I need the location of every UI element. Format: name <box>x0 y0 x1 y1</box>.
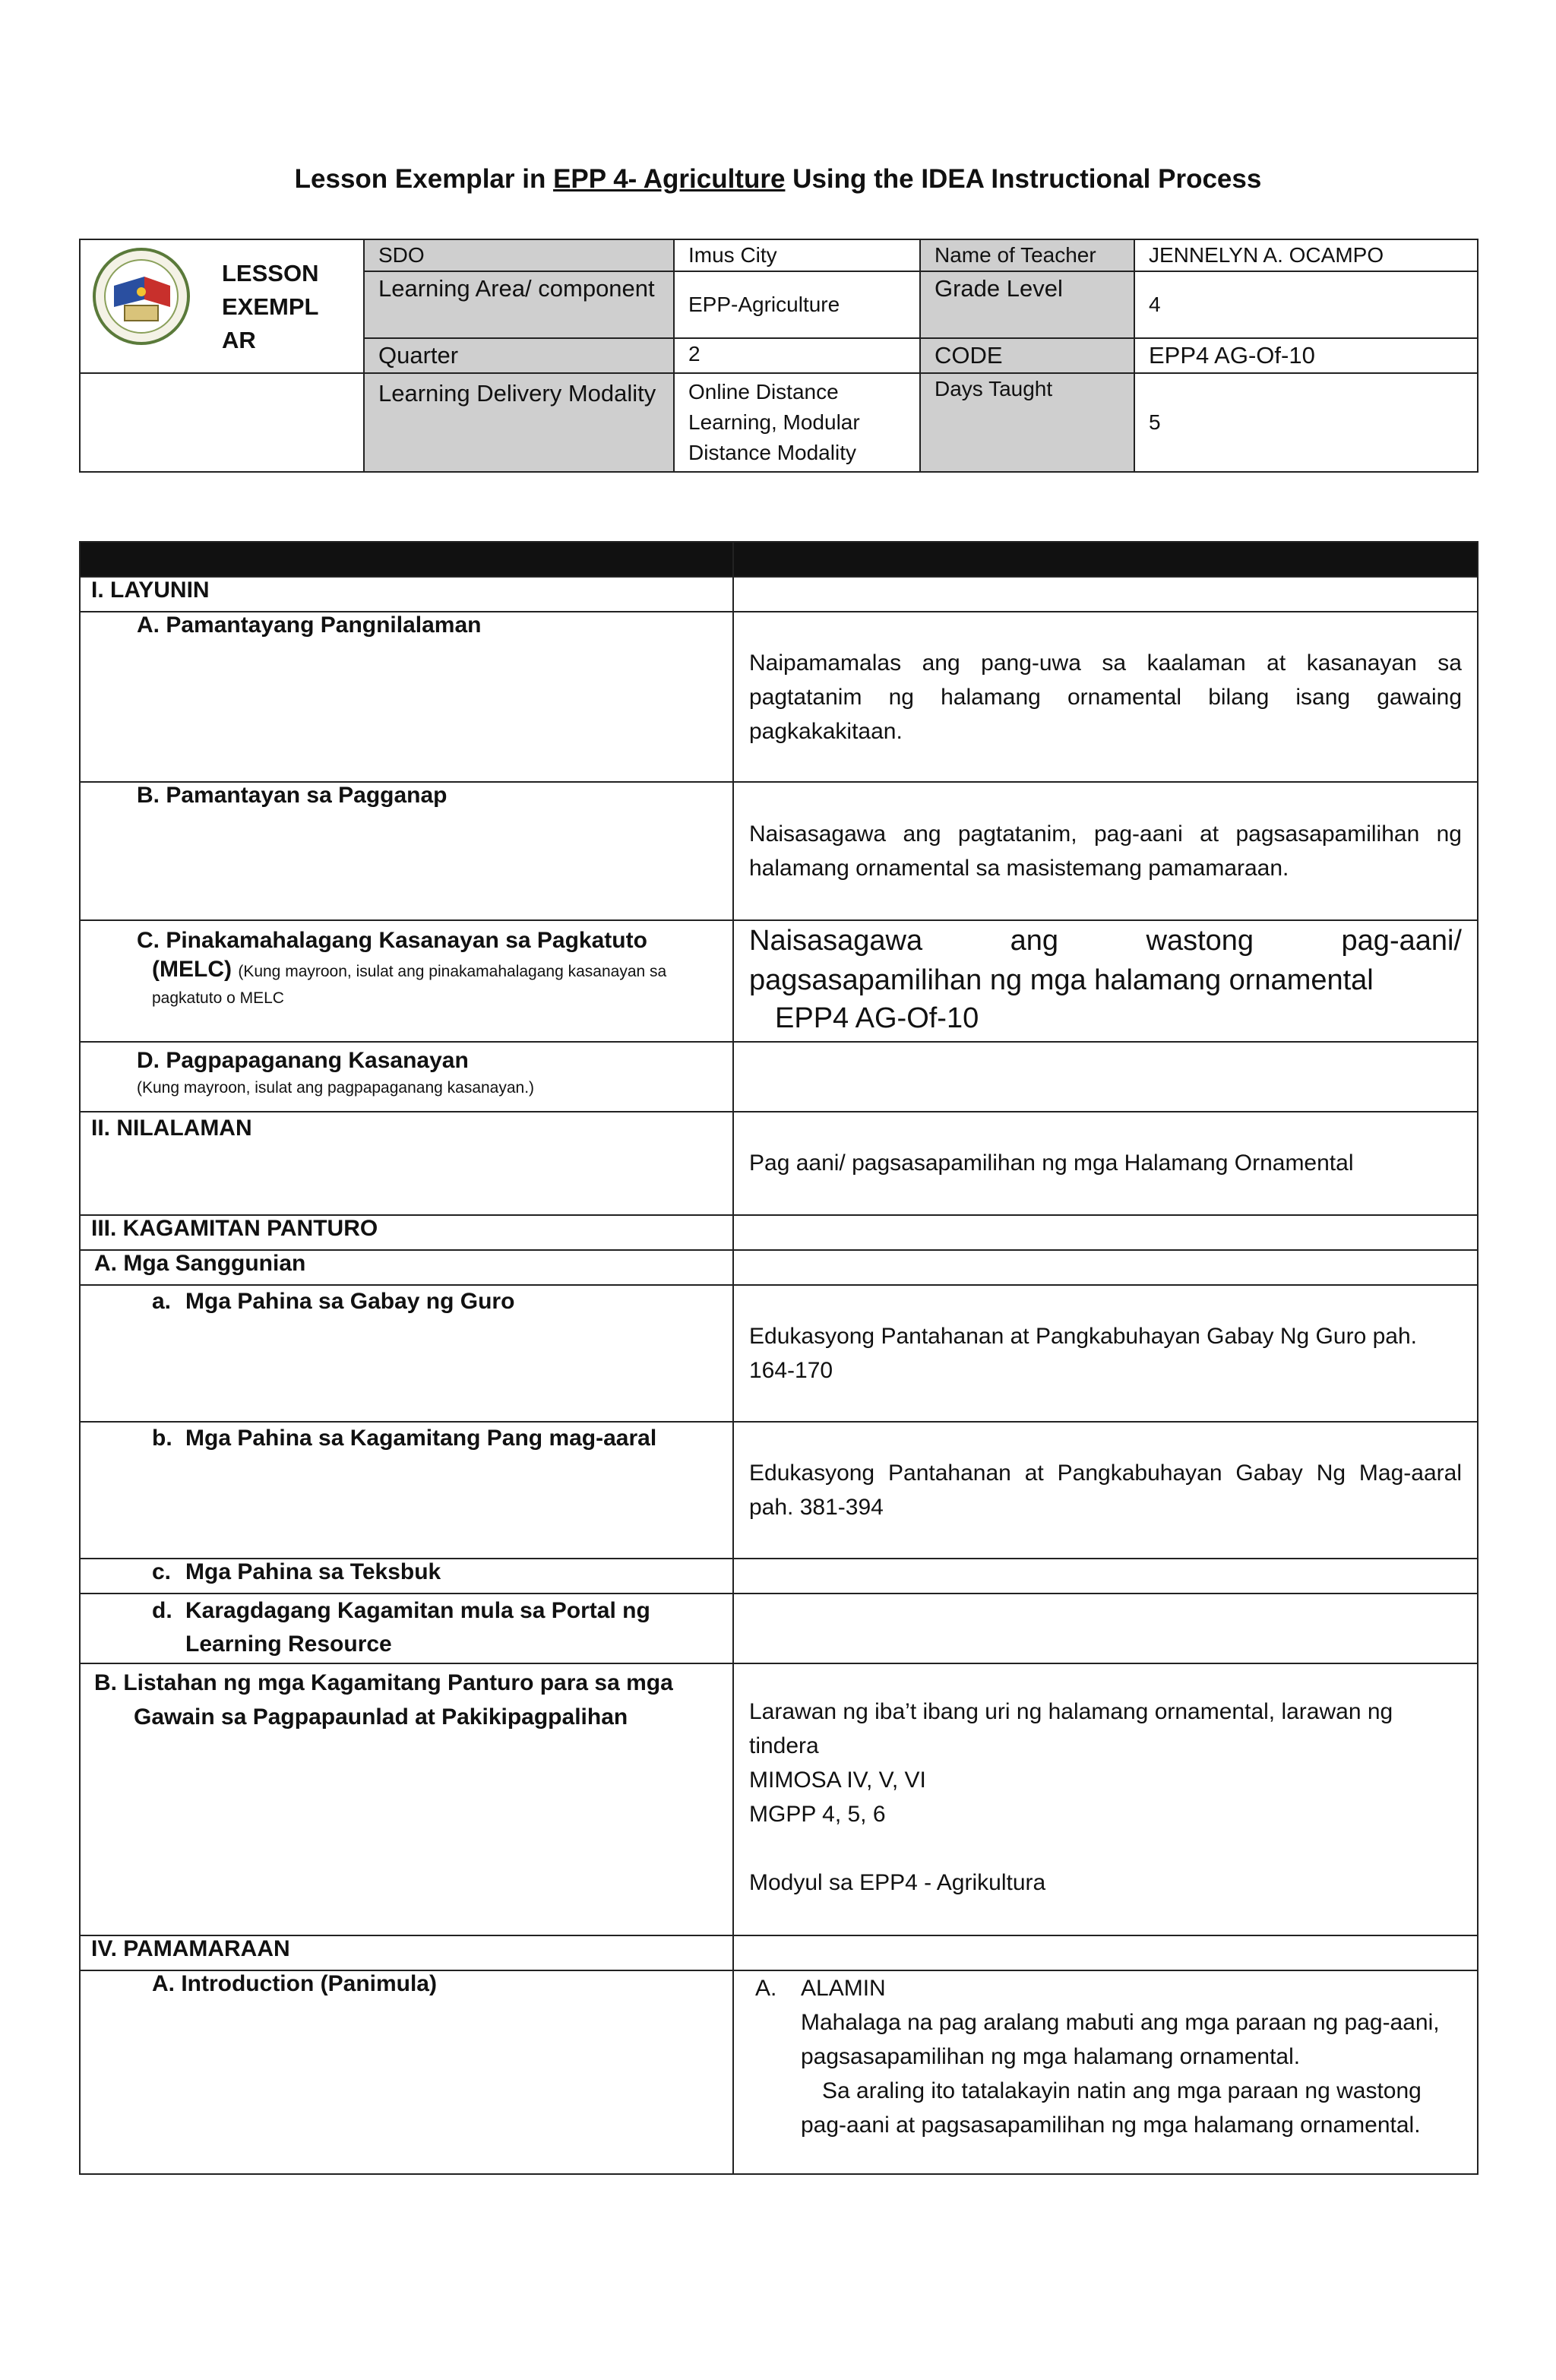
lesson-table <box>79 541 1479 2175</box>
sanggunian-b-letter: b. <box>152 1426 172 1451</box>
area-label: Learning Area/ component <box>364 271 674 338</box>
days-value: 5 <box>1134 373 1478 472</box>
logo-cell <box>80 239 364 373</box>
school-seal-icon <box>91 246 191 347</box>
sdo-value: Imus City <box>674 239 920 271</box>
pagpapaganang-label: D. Pagpapaganang Kasanayan <box>137 1048 469 1073</box>
pamantayan-pagganap-label: B. Pamantayan sa Pagganap <box>137 783 448 808</box>
listahan-item-3: MGPP 4, 5, 6 <box>749 1802 886 1827</box>
code-value: EPP4 AG-Of-10 <box>1134 338 1478 373</box>
title-prefix: Lesson Exemplar in <box>294 164 554 194</box>
pamamaraan-heading: IV. PAMAMARAAN <box>80 1935 733 1970</box>
nilalaman-heading: II. NILALAMAN <box>80 1112 733 1215</box>
gabay-guro-label: Mga Pahina sa Gabay ng Guro <box>185 1289 515 1314</box>
table-header-band <box>80 542 1478 577</box>
days-label: Days Taught <box>920 373 1134 472</box>
layunin-heading: I. LAYUNIN <box>80 577 733 612</box>
empty-cell <box>80 373 364 472</box>
quarter-label: Quarter <box>364 338 674 373</box>
area-value: EPP-Agriculture <box>674 271 920 338</box>
alamin-letter: A. <box>755 1976 777 2001</box>
gabay-guro-value: Edukasyong Pantahanan at Pangkabuhayan Gabay Ng Guro pah. 164-170 <box>733 1285 1478 1422</box>
introduction-label: A. Introduction (Panimula) <box>152 1971 437 1996</box>
code-label: CODE <box>920 338 1134 373</box>
alamin-title: ALAMIN <box>801 1976 886 2001</box>
lesson-exemplar-label: LESSON EXEMPLAR <box>222 260 319 353</box>
quarter-value: 2 <box>674 338 920 373</box>
nilalaman-value: Pag aani/ pagsasapamilihan ng mga Halamang Ornamental <box>733 1112 1478 1215</box>
teacher-label: Name of Teacher <box>920 239 1134 271</box>
portal-label: Karagdagang Kagamitan mula sa Portal ng Learning Resource <box>185 1598 650 1657</box>
alamin-paragraph-1: Mahalaga na pag aralang mabuti ang mga paraan ng pag-aani, pagsasapamilihan ng mga halamang ornamental. <box>801 2010 1440 2069</box>
alamin-paragraph-2: Sa araling ito tatalakayin natin ang mga paraan ng wastong pag-aani at pagsasapamilihan ng mga halamang ornamental. <box>801 2078 1422 2138</box>
page-title <box>0 164 1556 195</box>
melc-value: Naisasagawa ang wastong pag-aani/ pagsasapamilihan ng mga halamang ornamental <box>749 925 1462 996</box>
pamantayan-pagganap-value: Naisasagawa ang pagtatanim, pag-aani at pagsasapamilihan ng halamang ornamental sa masistemang pamamaraan. <box>733 782 1478 920</box>
pamantayang-pangnilalaman-value: Naipamamalas ang pang-uwa sa kaalaman at kasanayan sa pagtatanim ng halamang ornamental bilang isang gawaing pagkakakitaan. <box>733 612 1478 782</box>
sdo-label: SDO <box>364 239 674 271</box>
listahan-item-2: MIMOSA IV, V, VI <box>749 1768 926 1793</box>
title-suffix: Using the IDEA Instructional Process <box>785 164 1262 194</box>
teksbuk-label: Mga Pahina sa Teksbuk <box>185 1559 441 1584</box>
melc-tag: (MELC) <box>152 957 232 982</box>
sanggunian-label: A. Mga Sanggunian <box>94 1251 306 1276</box>
melc-code: EPP4 AG-Of-10 <box>775 1002 979 1034</box>
sanggunian-c-letter: c. <box>152 1559 172 1584</box>
listahan-item-4: Modyul sa EPP4 - Agrikultura <box>749 1870 1046 1895</box>
kagamitang-mag-aaral-label: Mga Pahina sa Kagamitang Pang mag-aaral <box>185 1426 657 1451</box>
grade-label: Grade Level <box>920 271 1134 338</box>
melc-note: (Kung mayroon, isulat ang pinakamahalagang kasanayan sa pagkatuto o MELC <box>152 963 667 1007</box>
melc-label: C. Pinakamahalagang Kasanayan sa Pagkatuto <box>137 928 647 953</box>
header-table <box>79 239 1479 473</box>
kagamitan-heading: III. KAGAMITAN PANTURO <box>80 1215 733 1250</box>
pagpapaganang-note: (Kung mayroon, isulat ang pagpapaganang kasanayan.) <box>137 1079 535 1097</box>
grade-value: 4 <box>1134 271 1478 338</box>
listahan-label: B. Listahan ng mga Kagamitang Panturo para sa mga Gawain sa Pagpapaunlad at Pakikipagpalihan <box>94 1670 673 1730</box>
title-subject: EPP 4- Agriculture <box>553 164 786 194</box>
pamantayang-pangnilalaman-label: A. Pamantayang Pangnilalaman <box>137 612 482 638</box>
sanggunian-d-letter: d. <box>152 1598 172 1623</box>
teacher-value: JENNELYN A. OCAMPO <box>1134 239 1478 271</box>
modality-label: Learning Delivery Modality <box>364 373 674 472</box>
kagamitang-mag-aaral-value: Edukasyong Pantahanan at Pangkabuhayan Gabay Ng Mag-aaral pah. 381-394 <box>733 1422 1478 1559</box>
sanggunian-a-letter: a. <box>152 1289 172 1314</box>
modality-value: Online Distance Learning, Modular Distance Modality <box>674 373 920 472</box>
listahan-item-1: Larawan ng iba’t ibang uri ng halamang ornamental, larawan ng tindera <box>749 1699 1393 1758</box>
